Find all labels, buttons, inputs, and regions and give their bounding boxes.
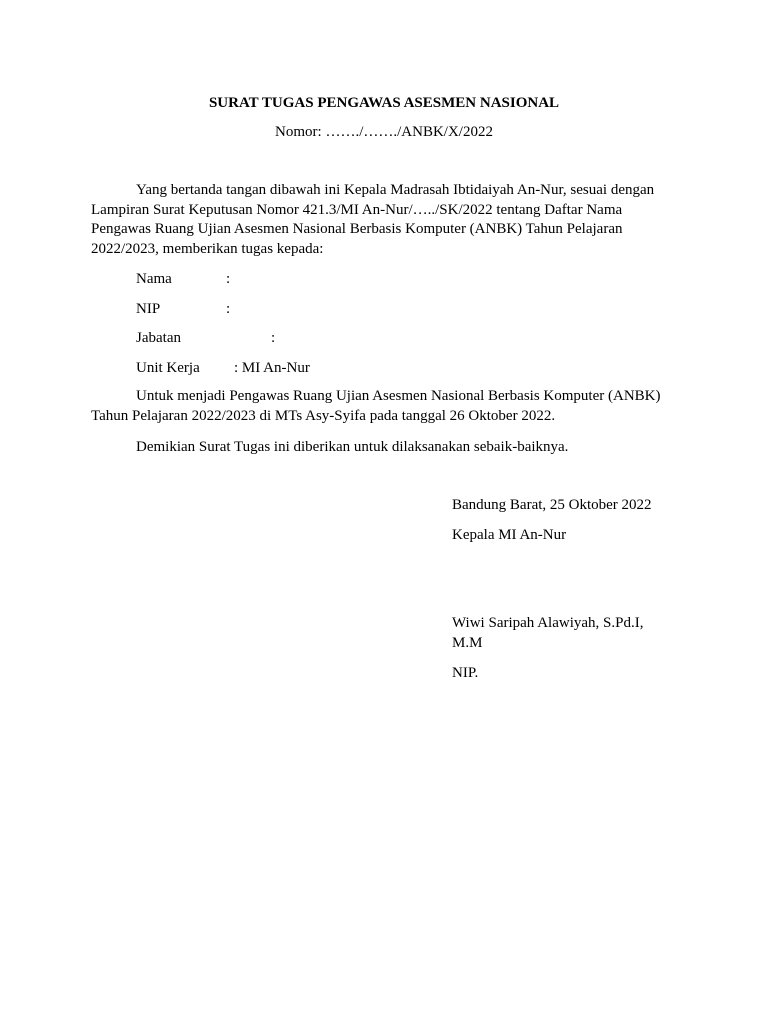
field-unit-kerja-label: Unit Kerja	[136, 360, 200, 376]
field-jabatan-label: Jabatan	[136, 330, 181, 346]
field-nip-label: NIP	[136, 301, 161, 317]
field-jabatan-colon: :	[271, 330, 276, 346]
opening-paragraph: Yang bertanda tangan dibawah ini Kepala Madrasah Ibtidaiyah An-Nur, sesuai dengan Lampiran Surat Keputusan Nomor 421.3/MI An-Nur/…../SK/2022 tentang Daftar Nama Pengawas Ruang Ujian Asesmen Nasional Berbasis Komputer (ANBK) Tahun Pelajaran 2022/2023, memberikan tugas kepada:	[91, 182, 655, 258]
field-unit-kerja-value: : MI An-Nur	[234, 360, 310, 376]
letter-title: SURAT TUGAS PENGAWAS ASESMEN NASIONAL	[208, 95, 560, 111]
signature-name: Wiwi Saripah Alawiyah, S.Pd.I, M.M	[452, 615, 644, 651]
signature-role: Kepala MI An-Nur	[452, 527, 567, 543]
field-nama-colon: :	[226, 271, 231, 287]
signature-place-date: Bandung Barat, 25 Oktober 2022	[452, 497, 652, 513]
field-nama-label: Nama	[136, 271, 172, 287]
field-nip-colon: :	[226, 301, 231, 317]
signature-nip: NIP.	[452, 665, 479, 681]
letter-number: Nomor: ……./……./ANBK/X/2022	[275, 124, 493, 140]
closing-paragraph: Demikian Surat Tugas ini diberikan untuk dilaksanakan sebaik-baiknya.	[136, 439, 569, 455]
task-paragraph: Untuk menjadi Pengawas Ruang Ujian Asesmen Nasional Berbasis Komputer (ANBK) Tahun Pelajaran 2022/2023 di MTs Asy-Syifa pada tanggal 26 Oktober 2022.	[91, 388, 661, 424]
